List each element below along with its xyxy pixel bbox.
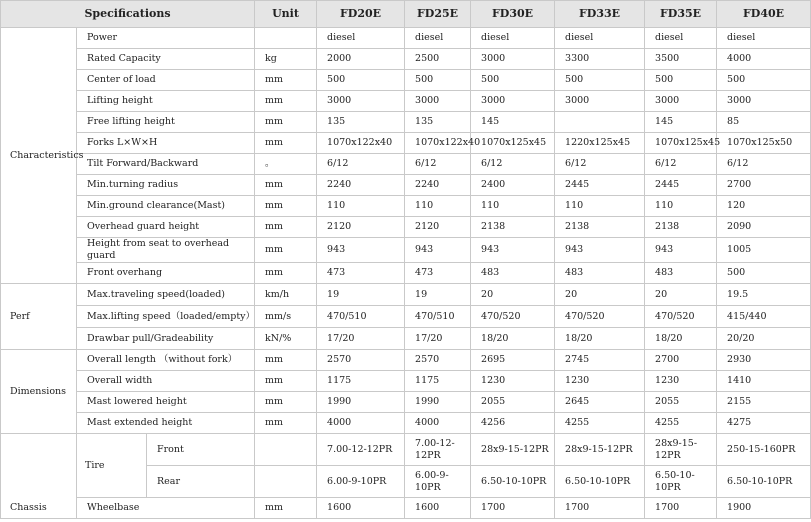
cell-value: 135 [405,112,471,133]
row-label: Wheelbase [77,498,255,519]
cell-value: 1175 [317,371,405,392]
cell-value: 1700 [471,498,555,519]
row-unit: mm [255,175,317,196]
cell-value: 3000 [471,49,555,70]
group-label: Dimensions [1,350,77,434]
row-unit: mm [255,70,317,91]
cell-value: 6/12 [405,154,471,175]
row-label: Forks L×W×H [77,133,255,154]
cell-value: 6.50-10-10PR [645,466,717,498]
cell-value: 470/520 [645,306,717,328]
row-unit [255,434,317,466]
table-row [1,133,811,154]
row-unit: kg [255,49,317,70]
cell-value: 6.00-9-10PR [317,466,405,498]
cell-value: 500 [645,70,717,91]
cell-value: 2090 [717,217,811,238]
cell-value: 4000 [317,413,405,434]
cell-value: 943 [645,238,717,263]
cell-value: 145 [471,112,555,133]
cell-value: 1600 [317,498,405,519]
cell-value: 6/12 [317,154,405,175]
cell-value: 3300 [555,49,645,70]
row-label: Height from seat to overhead guard [77,238,255,263]
cell-value: 145 [645,112,717,133]
cell-value: 4256 [471,413,555,434]
cell-value: 473 [405,263,471,284]
table-row [1,238,811,263]
cell-value: 1990 [405,392,471,413]
cell-value: 18/20 [471,328,555,350]
row-unit: mm [255,392,317,413]
cell-value: 1070x122x40 [405,133,471,154]
cell-value: 1700 [645,498,717,519]
cell-value: 500 [471,70,555,91]
cell-value: 2055 [471,392,555,413]
table-row [1,306,811,328]
cell-value: 1230 [471,371,555,392]
header-model: FD25E [405,1,471,28]
cell-value: 4255 [555,413,645,434]
cell-value: 500 [555,70,645,91]
cell-value: diesel [405,28,471,49]
row-unit: mm [255,133,317,154]
row-unit [255,466,317,498]
cell-value: 85 [717,112,811,133]
cell-value: 1070x125x45 [471,133,555,154]
cell-value: diesel [317,28,405,49]
row-unit: 。 [255,154,317,175]
header-unit: Unit [255,1,317,28]
cell-value: 4255 [645,413,717,434]
cell-value: 470/520 [555,306,645,328]
cell-value: 3000 [405,91,471,112]
table-row [1,392,811,413]
cell-value: 6.50-10-10PR [471,466,555,498]
row-label: Rear [147,466,255,498]
cell-value: 2570 [317,350,405,371]
cell-value: 7.00-12-12PR [317,434,405,466]
table-row [1,154,811,175]
row-label: Mast extended height [77,413,255,434]
cell-value: 500 [317,70,405,91]
cell-value: 2120 [317,217,405,238]
cell-value: 943 [471,238,555,263]
row-label: Center of load [77,70,255,91]
cell-value: 415/440 [717,306,811,328]
cell-value: 943 [555,238,645,263]
cell-value: 483 [555,263,645,284]
table-row [1,217,811,238]
table-row [1,91,811,112]
cell-value: 2645 [555,392,645,413]
cell-value: 3000 [717,91,811,112]
cell-value: 2138 [555,217,645,238]
row-unit: mm [255,91,317,112]
row-unit: km/h [255,284,317,306]
cell-value: 110 [555,196,645,217]
row-unit: mm [255,238,317,263]
cell-value: 2570 [405,350,471,371]
table-row [1,175,811,196]
header-model: FD40E [717,1,811,28]
cell-value: 1220x125x45 [555,133,645,154]
header-model: FD33E [555,1,645,28]
cell-value: 3000 [645,91,717,112]
row-unit: mm [255,263,317,284]
row-label: Min.turning radius [77,175,255,196]
table-row [1,28,811,49]
cell-value: diesel [645,28,717,49]
header-specifications: Specifications [1,1,255,28]
cell-value: 2745 [555,350,645,371]
cell-value: 470/520 [471,306,555,328]
cell-value: 2240 [405,175,471,196]
cell-value: 2000 [317,49,405,70]
cell-value: 18/20 [645,328,717,350]
row-label: Power [77,28,255,49]
cell-value: 4000 [405,413,471,434]
table-row [1,498,811,519]
row-label: Min.ground clearance(Mast) [77,196,255,217]
cell-value: 3000 [471,91,555,112]
cell-value: 2445 [645,175,717,196]
header-model: FD35E [645,1,717,28]
cell-value: 470/510 [317,306,405,328]
row-label: Front [147,434,255,466]
cell-value: 6.50-10-10PR [555,466,645,498]
cell-value: 1230 [645,371,717,392]
cell-value: 6/12 [717,154,811,175]
cell-value: diesel [471,28,555,49]
cell-value: 2240 [317,175,405,196]
cell-value: 110 [405,196,471,217]
cell-value: 110 [317,196,405,217]
table-row [1,49,811,70]
cell-value: 1600 [405,498,471,519]
row-label: Drawbar pull/Gradeability [77,328,255,350]
cell-value: 500 [405,70,471,91]
cell-value: 6/12 [471,154,555,175]
cell-value: 2500 [405,49,471,70]
row-label: Lifting height [77,91,255,112]
row-unit: mm [255,217,317,238]
cell-value: 1175 [405,371,471,392]
cell-value: 20 [555,284,645,306]
cell-value: 943 [317,238,405,263]
cell-value: 1070x125x45 [645,133,717,154]
cell-value: 3000 [317,91,405,112]
cell-value: 1005 [717,238,811,263]
cell-value: 2930 [717,350,811,371]
row-unit [255,28,317,49]
cell-value: 2400 [471,175,555,196]
cell-value: diesel [555,28,645,49]
cell-value: 20 [471,284,555,306]
cell-value: 110 [471,196,555,217]
table-row [1,371,811,392]
row-label: Overall length （without fork） [77,350,255,371]
cell-value: 18/20 [555,328,645,350]
cell-value: 1070x125x50 [717,133,811,154]
cell-value: 2120 [405,217,471,238]
cell-value: 20/20 [717,328,811,350]
cell-value: 2700 [717,175,811,196]
row-label: Rated Capacity [77,49,255,70]
cell-value: 470/510 [405,306,471,328]
table-row [1,284,811,306]
cell-value: 1070x122x40 [317,133,405,154]
cell-value: 17/20 [317,328,405,350]
cell-value: 28x9-15-12PR [471,434,555,466]
cell-value: 1900 [717,498,811,519]
cell-value: 473 [317,263,405,284]
table-row [1,413,811,434]
table-row [1,350,811,371]
cell-value: 1410 [717,371,811,392]
cell-value: 2445 [555,175,645,196]
cell-value: 7.00-12-12PR [405,434,471,466]
cell-value: 19 [405,284,471,306]
cell-value: 6/12 [555,154,645,175]
header-model: FD20E [317,1,405,28]
table-row [1,196,811,217]
cell-value: 2138 [645,217,717,238]
cell-value: 6/12 [645,154,717,175]
table-row [1,70,811,91]
cell-value: 1990 [317,392,405,413]
cell-value: 6.50-10-10PR [717,466,811,498]
cell-value: diesel [717,28,811,49]
cell-value: 20 [645,284,717,306]
cell-value: 943 [405,238,471,263]
row-label: Free lifting height [77,112,255,133]
row-label: Max.traveling speed(loaded) [77,284,255,306]
cell-value: 483 [645,263,717,284]
cell-value: 250-15-160PR [717,434,811,466]
row-label: Overhead guard height [77,217,255,238]
header-row [1,1,811,28]
cell-value: 483 [471,263,555,284]
group-label: Perf [1,284,77,350]
cell-value: 2695 [471,350,555,371]
cell-value: 2138 [471,217,555,238]
table-row [1,434,811,466]
cell-value [555,112,645,133]
row-label: Front overhang [77,263,255,284]
table-row [1,112,811,133]
row-label: Mast lowered height [77,392,255,413]
cell-value: 110 [645,196,717,217]
row-unit: mm [255,196,317,217]
cell-value: 3000 [555,91,645,112]
row-unit: kN/% [255,328,317,350]
cell-value: 2155 [717,392,811,413]
subgroup-label: Tire [77,434,147,498]
cell-value: 17/20 [405,328,471,350]
cell-value: 6.00-9-10PR [405,466,471,498]
row-unit: mm [255,112,317,133]
cell-value: 1230 [555,371,645,392]
row-label: Max.lifting speed（loaded/empty） [77,306,255,328]
table-row [1,328,811,350]
cell-value: 2055 [645,392,717,413]
group-label: Characteristics [1,28,77,284]
cell-value: 28x9-15-12PR [645,434,717,466]
cell-value: 500 [717,263,811,284]
row-label: Overall width [77,371,255,392]
cell-value: 28x9-15-12PR [555,434,645,466]
cell-value: 4275 [717,413,811,434]
row-unit: mm [255,371,317,392]
cell-value: 1700 [555,498,645,519]
cell-value: 2700 [645,350,717,371]
cell-value: 4000 [717,49,811,70]
cell-value: 19 [317,284,405,306]
group-label: Chassis [1,434,77,519]
cell-value: 500 [717,70,811,91]
row-unit: mm/s [255,306,317,328]
header-model: FD30E [471,1,555,28]
row-unit: mm [255,498,317,519]
cell-value: 120 [717,196,811,217]
cell-value: 19.5 [717,284,811,306]
row-unit: mm [255,413,317,434]
cell-value: 3500 [645,49,717,70]
cell-value: 135 [317,112,405,133]
row-unit: mm [255,350,317,371]
row-label: Tilt Forward/Backward [77,154,255,175]
table-row [1,263,811,284]
